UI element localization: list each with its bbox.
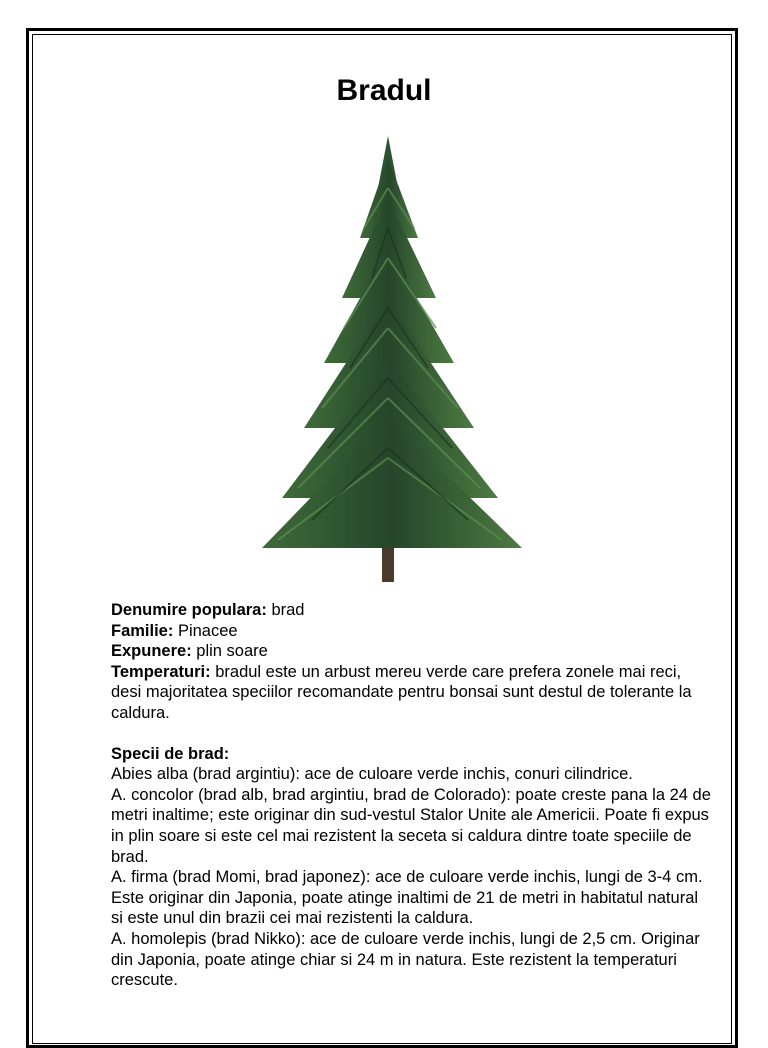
field-label: Temperaturi: [111, 662, 211, 681]
field-label: Familie: [111, 621, 174, 640]
field-temperaturi [111, 662, 711, 724]
field-label: Expunere: [111, 642, 192, 661]
field-denumire [111, 600, 711, 621]
species-item: A. firma (brad Momi, brad japonez): ace de culoare verde inchis, lungi de 3-4 cm. Este originar din Japonia, poate atinge inaltimi de 21 de metri in habitatul natural si este unul din brazii cei mai rezistenti la caldura. [111, 868, 703, 928]
field-value: plin soare [191, 642, 268, 661]
species-item: Abies alba (brad argintiu): ace de culoare verde inchis, conuri cilindrice. [111, 765, 633, 784]
field-value: brad [266, 601, 305, 619]
species-item: A. concolor (brad alb, brad argintiu, brad de Colorado): poate creste pana la 24 de metri inaltime; este originar din sud-vestul Stalor Unite ale Americii. Poate fi expus in plin soare si este cel mai rezistent la seceta si caldura dintre toate speciile de brad. [111, 785, 711, 866]
tree-image [232, 128, 562, 584]
field-expunere [111, 641, 711, 662]
field-label: Denumire populara: [111, 601, 267, 619]
document-body [111, 600, 711, 991]
field-value: bradul este un arbust mereu verde care prefera zonele mai reci, desi majoritatea speciilor recomandate pentru bonsai sunt destul de tolerante la caldura. [111, 662, 692, 722]
field-familie [111, 621, 711, 642]
species-item: A. homolepis (brad Nikko): ace de culoare verde inchis, lungi de 2,5 cm. Originar din Japonia, poate atinge chiar si 24 m in natura. Este rezistent la temperaturi crescute. [111, 929, 700, 990]
species-heading: Specii de brad: [111, 744, 230, 763]
page-title: Bradul [336, 74, 432, 107]
field-value: Pinacee [173, 621, 238, 640]
